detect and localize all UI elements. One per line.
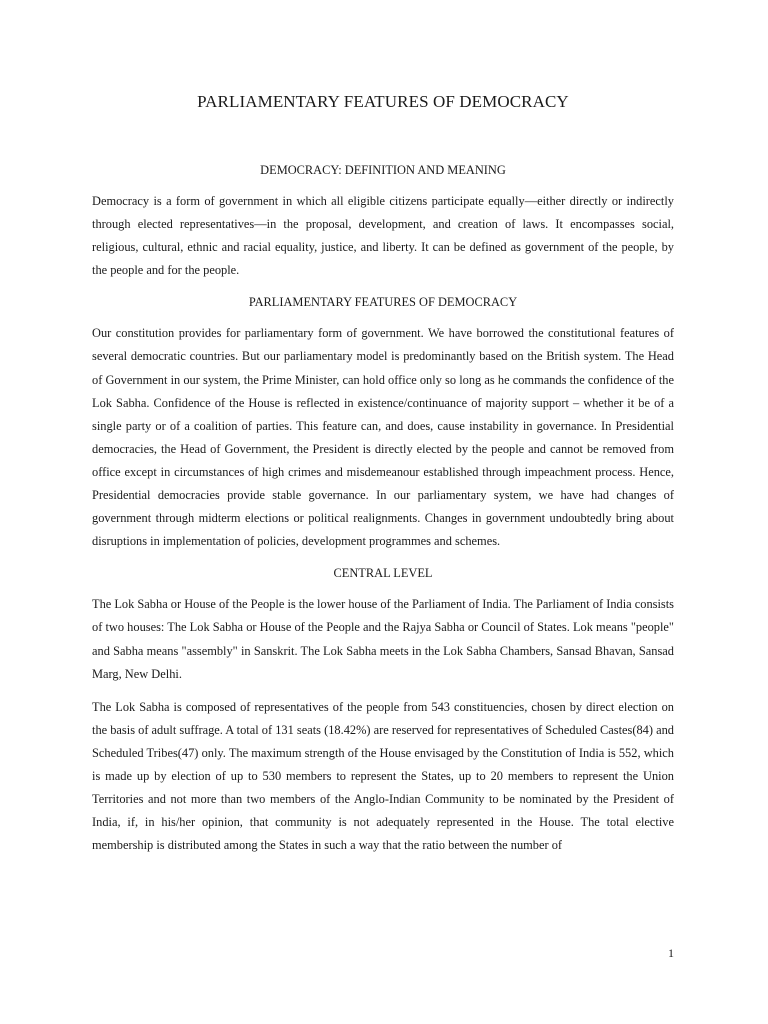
section-heading-parliamentary-features: PARLIAMENTARY FEATURES OF DEMOCRACY <box>248 295 518 310</box>
paragraph-definition: Democracy is a form of government in which all eligible citizens participate equally—either directly or indirectly through elected representatives—in the proposal, development, and creation of laws. It encompasses social, religious, cultural, ethnic and racial equality, justice, and liberty. It can be defined as government of the people, by the people and for the people. <box>92 194 674 278</box>
document-page <box>92 88 674 867</box>
section-heading-central-level: CENTRAL LEVEL <box>333 566 433 581</box>
paragraph-parliamentary-features: Our constitution provides for parliamentary form of government. We have borrowed the constitutional features of several democratic countries. But our parliamentary model is predominantly based on the British system. The Head of Government in our system, the Prime Minister, can hold office only so long as he commands the confidence of the Lok Sabha. Confidence of the House is reflected in existence/continuance of majority support – whether it be of a single party or of a coalition of parties. This feature can, and does, cause instability in governance. In Presidential democracies, the Head of Government, the President is directly elected by the people and cannot be removed from office except in circumstances of high crimes and misdemeanour established through impeachment process. Hence, Presidential democracies provide stable governance. In our parliamentary system, we have had changes of government through midterm elections or political realignments. Changes in government undoubtedly bring about disruptions in implementation of policies, development programmes and schemes. <box>92 326 674 549</box>
document-title: PARLIAMENTARY FEATURES OF DEMOCRACY <box>197 92 569 111</box>
paragraph-lok-sabha-intro: The Lok Sabha or House of the People is the lower house of the Parliament of India. The Parliament of India consists of two houses: The Lok Sabha or House of the People and the Rajya Sabha or Council of States. Lok means "people" and Sabha means "assembly" in Sanskrit. The Lok Sabha meets in the Lok Sabha Chambers, Sansad Bhavan, Sansad Marg, New Delhi. <box>92 597 674 681</box>
page-number: 1 <box>668 946 674 960</box>
paragraph-lok-sabha-composition: The Lok Sabha is composed of representatives of the people from 543 constituencies, chosen by direct election on the basis of adult suffrage. A total of 131 seats (18.42%) are reserved for representatives of Scheduled Castes(84) and Scheduled Tribes(47) only. The maximum strength of the House envisaged by the Constitution of India is 552, which is made up by election of up to 530 members to represent the States, up to 20 members to represent the Union Territories and not more than two members of the Anglo-Indian Community to be nominated by the President of India, if, in his/her opinion, that community is not adequately represented in the House. The total elective membership is distributed among the States in such a way that the ratio between the number of <box>92 699 674 853</box>
section-heading-definition: DEMOCRACY: DEFINITION AND MEANING <box>260 163 506 177</box>
